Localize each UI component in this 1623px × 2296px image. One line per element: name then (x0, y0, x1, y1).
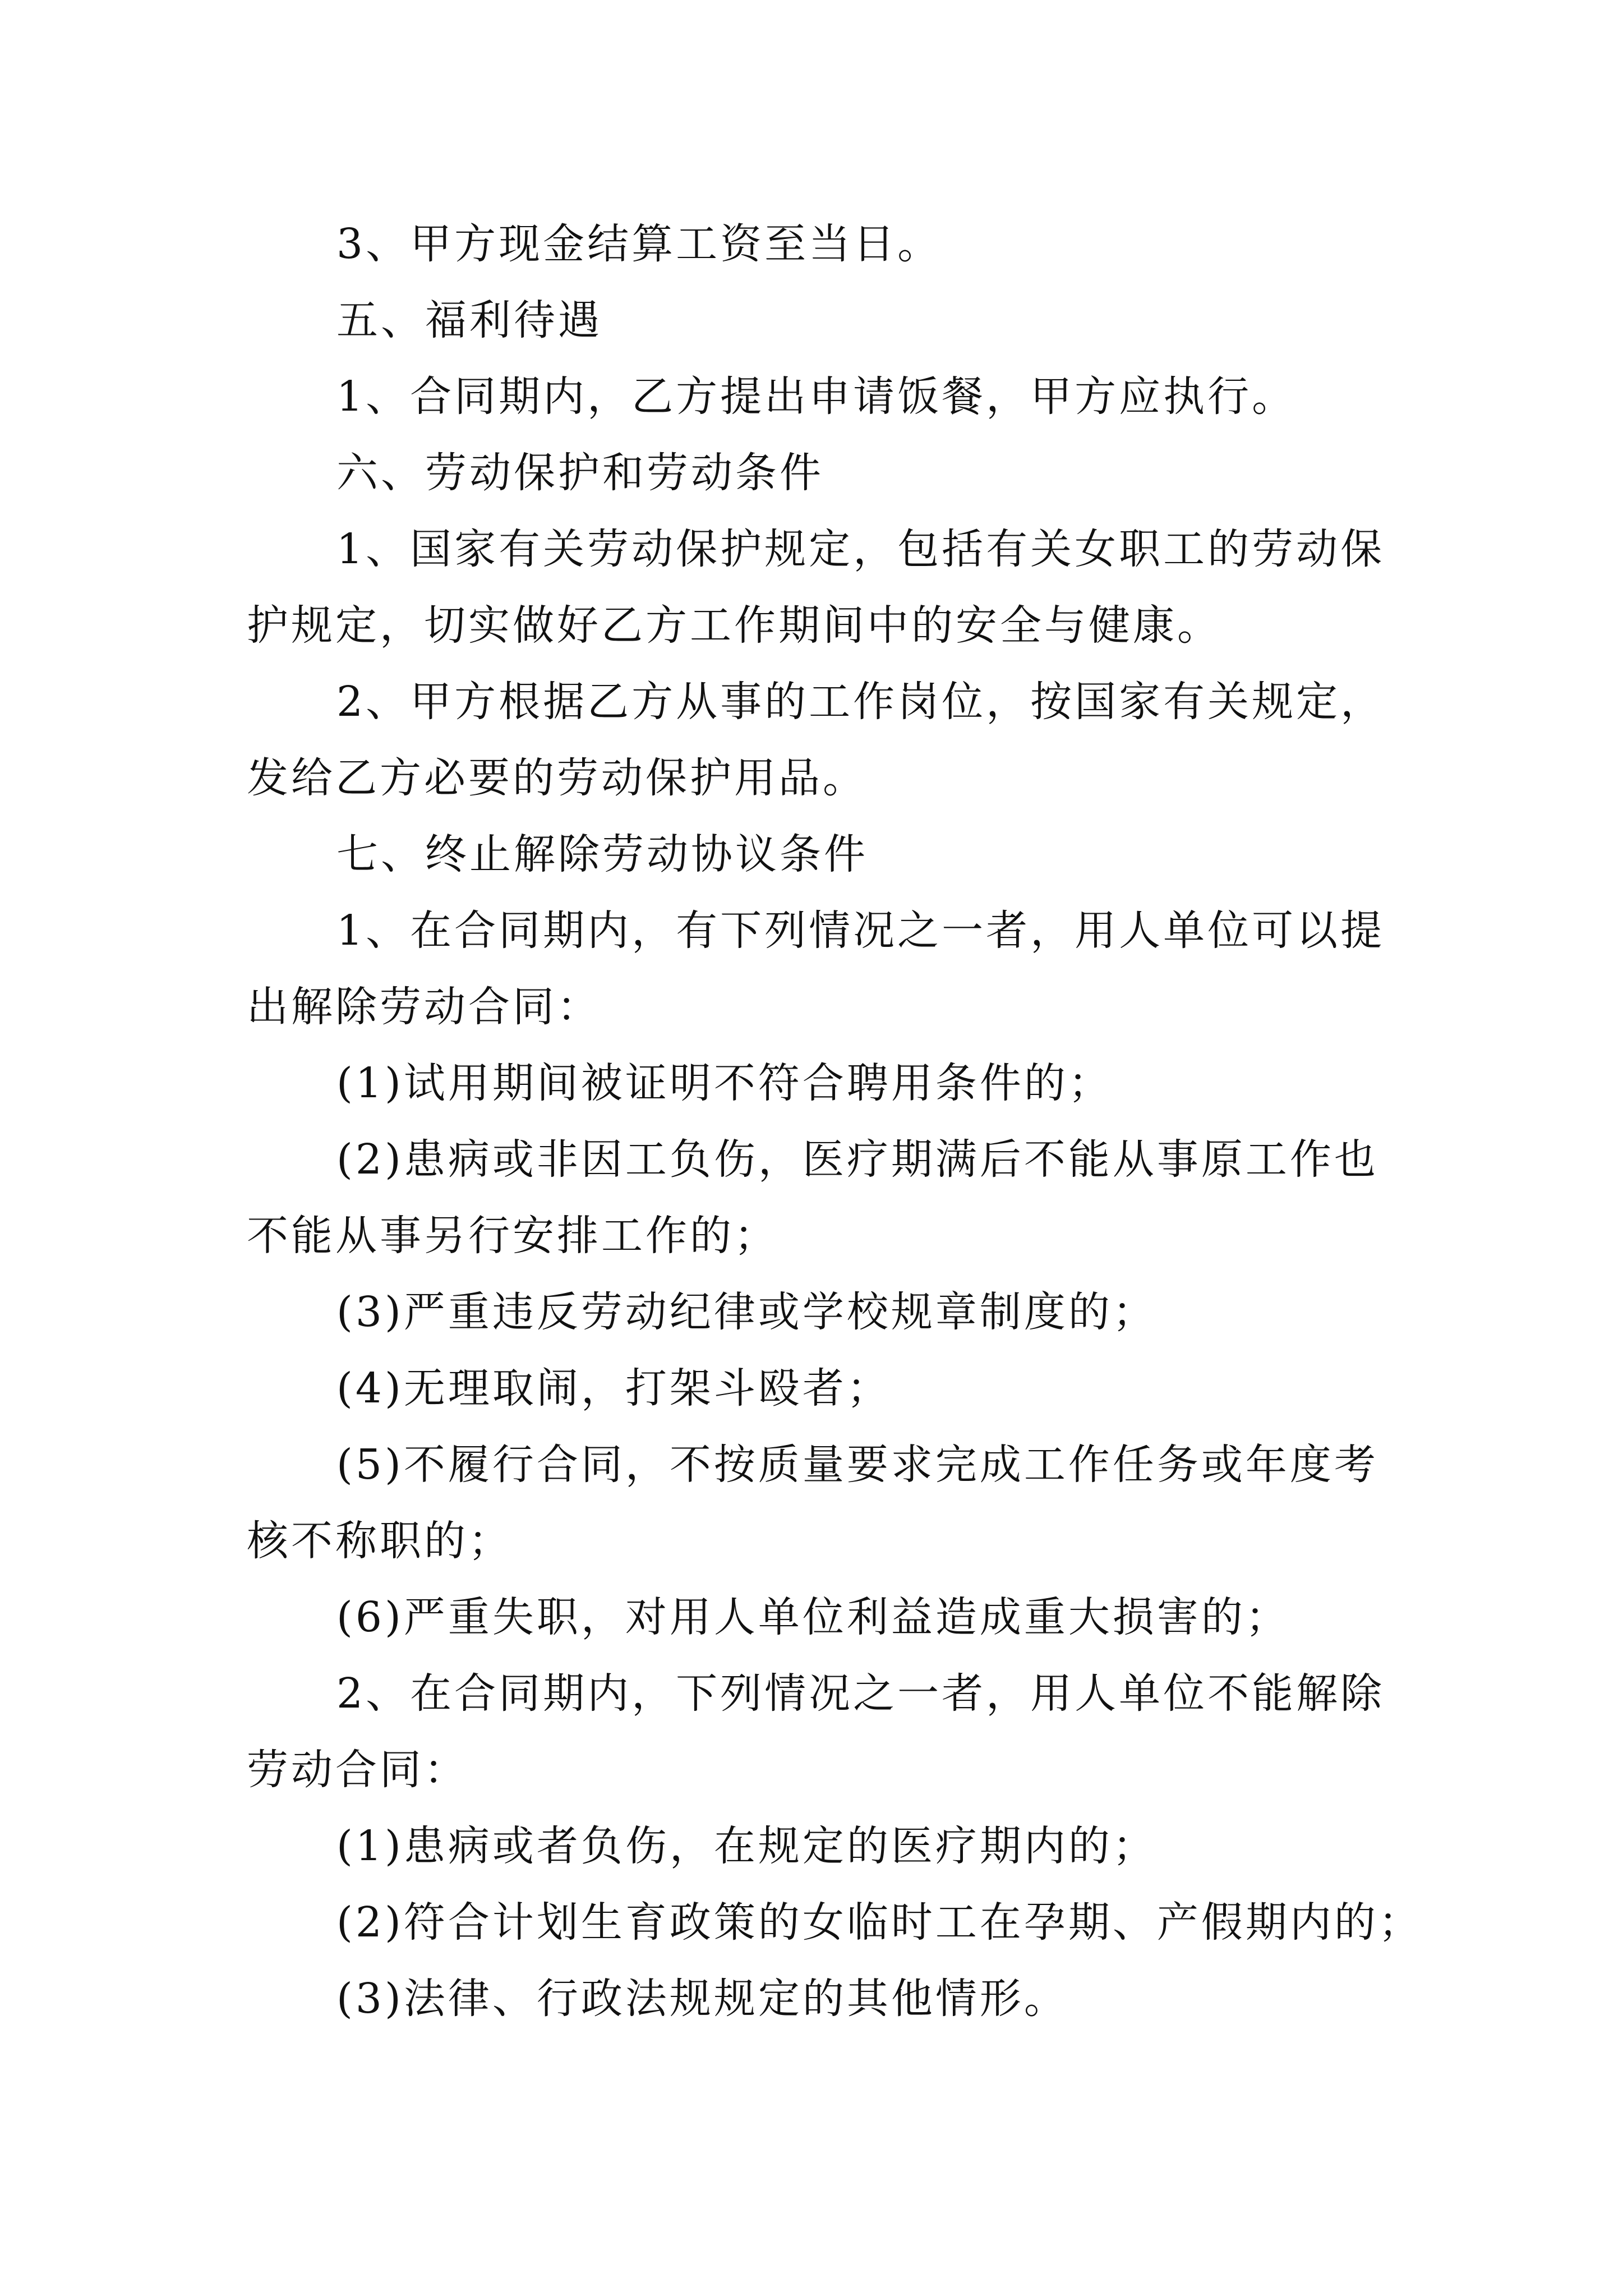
clause-7-2-line-1: 2、在合同期内，下列情况之一者，用人单位不能解除 (336, 1669, 1385, 1718)
item-7-1-4: (4)无理取闹，打架斗殴者； (336, 1364, 891, 1412)
item-7-1-2-line-1: (2)患病或非因工负伤，医疗期满后不能从事原工作也 (336, 1135, 1378, 1184)
item-7-2-2: (2)符合计划生育政策的女临时工在孕期、产假期内的； (336, 1898, 1423, 1947)
section-5-heading: 五、福利待遇 (336, 296, 602, 344)
clause-6-2-line-2: 发给乙方必要的劳动保护用品。 (247, 754, 867, 802)
item-7-1-3: (3)严重违反劳动纪律或学校规章制度的； (336, 1288, 1157, 1336)
section-6-heading: 六、劳动保护和劳动条件 (336, 449, 824, 497)
clause-4-3: 3、甲方现金结算工资至当日。 (336, 220, 942, 268)
item-7-1-5-line-2: 核不称职的； (247, 1517, 513, 1565)
item-7-1-6: (6)严重失职，对用人单位利益造成重大损害的； (336, 1593, 1290, 1641)
section-7-heading: 七、终止解除劳动协议条件 (336, 830, 868, 878)
clause-6-1-line-1: 1、国家有关劳动保护规定，包括有关女职工的劳动保 (336, 525, 1385, 573)
item-7-2-3: (3)法律、行政法规规定的其他情形。 (336, 1975, 1068, 2023)
item-7-2-1: (1)患病或者负伤，在规定的医疗期内的； (336, 1822, 1157, 1870)
clause-6-1-line-2: 护规定，切实做好乙方工作期间中的安全与健康。 (247, 601, 1221, 650)
clause-6-2-line-1: 2、甲方根据乙方从事的工作岗位，按国家有关规定， (336, 678, 1385, 726)
item-7-1-2-line-2: 不能从事另行安排工作的； (247, 1212, 778, 1260)
item-7-1-1: (1)试用期间被证明不符合聘用条件的； (336, 1059, 1113, 1107)
clause-5-1: 1、合同期内，乙方提出申请饭餐，甲方应执行。 (336, 372, 1297, 421)
clause-7-1-line-1: 1、在合同期内，有下列情况之一者，用人单位可以提 (336, 907, 1385, 955)
clause-7-1-line-2: 出解除劳动合同： (247, 983, 601, 1031)
clause-7-2-line-2: 劳动合同： (247, 1746, 468, 1794)
item-7-1-5-line-1: (5)不履行合同，不按质量要求完成工作任务或年度考 (336, 1441, 1378, 1489)
